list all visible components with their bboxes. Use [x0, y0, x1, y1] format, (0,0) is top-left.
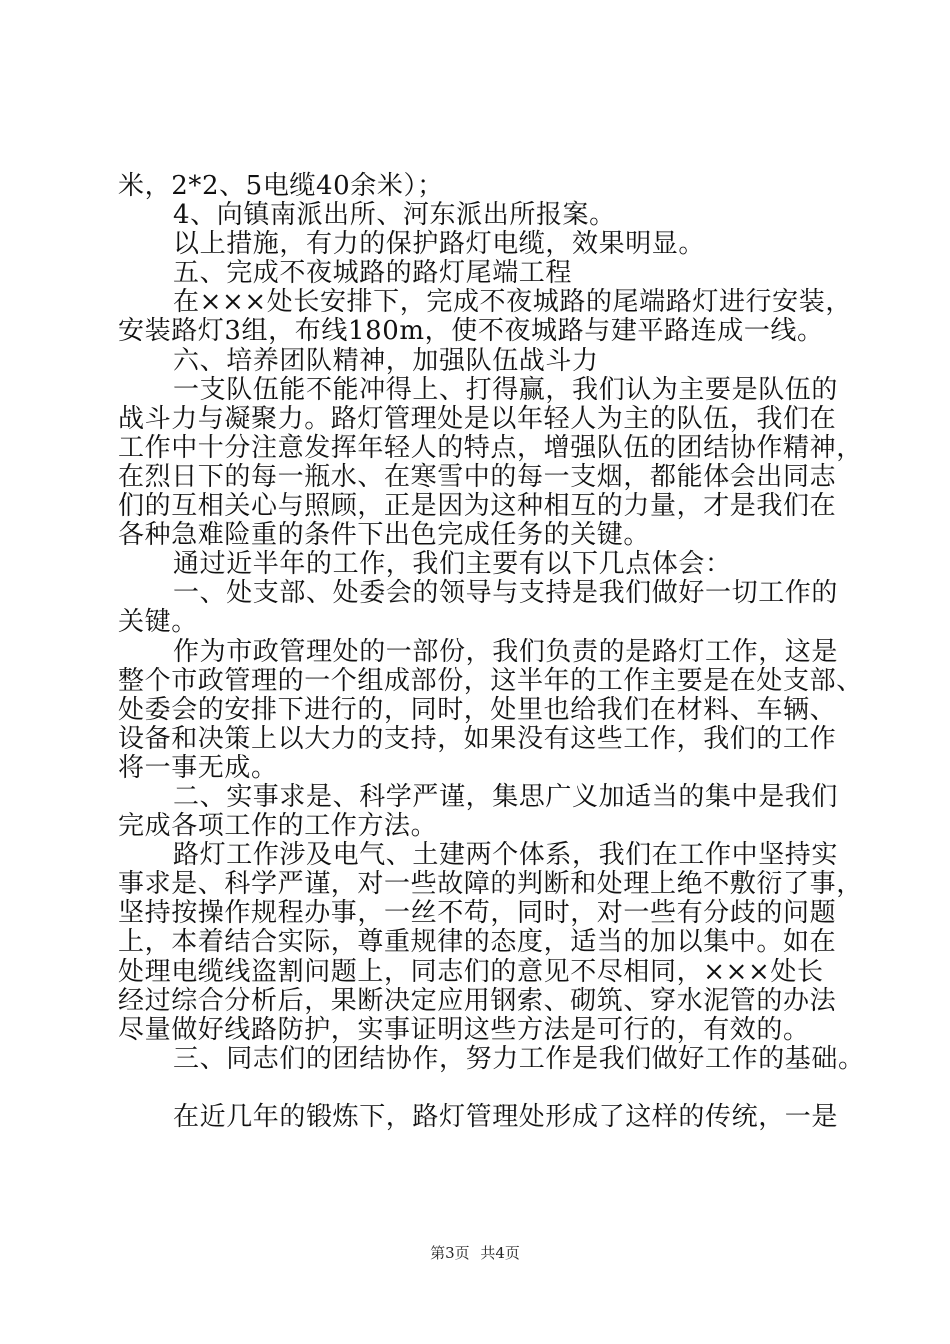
page-number: 第3页	[430, 1244, 470, 1262]
text-line: 尽量做好线路防护，实事证明这些方法是可行的，有效的。	[118, 1014, 810, 1045]
section-heading: 五、完成不夜城路的路灯尾端工程	[173, 258, 573, 289]
page-footer	[0, 1242, 950, 1263]
text-line: 二、实事求是、科学严谨，集思广义加适当的集中是我们	[173, 781, 839, 812]
text-line: 关键。	[118, 607, 198, 638]
text-line: 以上措施，有力的保护路灯电缆，效果明显。	[173, 229, 706, 260]
text-line: 4、向镇南派出所、河东派出所报案。	[173, 200, 616, 231]
text-line: 在近几年的锻炼下，路灯管理处形成了这样的传统，一是	[173, 1102, 839, 1132]
text-line: 们的互相关心与照顾，正是因为这种相互的力量，才是我们在	[118, 491, 837, 522]
text-line: 处委会的安排下进行的，同时，处里也给我们在材料、车辆、	[118, 694, 837, 725]
text-line: 设备和决策上以大力的支持，如果没有这些工作，我们的工作	[118, 723, 837, 754]
text-line: 工作中十分注意发挥年轻人的特点，增强队伍的团结协作精神，	[118, 432, 863, 463]
text-line: 路灯工作涉及电气、土建两个体系，我们在工作中坚持实	[173, 840, 839, 871]
text-line: 三、同志们的团结协作，努力工作是我们做好工作的基础。	[173, 1043, 865, 1074]
text-line: 将一事无成。	[118, 752, 278, 783]
text-line: 米，2*2、5电缆40余米）；	[118, 171, 444, 201]
text-line: 一、处支部、处委会的领导与支持是我们做好一切工作的	[173, 578, 839, 609]
text-line: 经过综合分析后，果断决定应用钢索、砌筑、穿水泥管的办法	[118, 985, 837, 1016]
section-heading: 六、培养团队精神，加强队伍战斗力	[173, 345, 599, 376]
text-line: 各种急难险重的条件下出色完成任务的关键。	[118, 520, 651, 551]
text-line: 安装路灯3组，布线180m，使不夜城路与建平路连成一线。	[118, 316, 824, 347]
text-line: 处理电缆线盗割问题上，同志们的意见不尽相同，×××处长	[118, 956, 824, 987]
text-line: 作为市政管理处的一部份，我们负责的是路灯工作，这是	[173, 636, 839, 667]
text-line: 在×××处长安排下，完成不夜城路的尾端路灯进行安装，	[173, 287, 852, 318]
text-line: 在烈日下的每一瓶水、在寒雪中的每一支烟，都能体会出同志	[118, 461, 837, 492]
text-line: 战斗力与凝聚力。路灯管理处是以年轻人为主的队伍，我们在	[118, 403, 837, 434]
text-line: 事求是、科学严谨，对一些故障的判断和处理上绝不敷衍了事，	[118, 869, 863, 900]
text-line: 整个市政管理的一个组成部份，这半年的工作主要是在处支部、	[118, 665, 863, 696]
text-line: 完成各项工作的工作方法。	[118, 811, 438, 842]
document-body	[118, 171, 865, 1132]
page-total: 共4页	[480, 1244, 520, 1262]
text-line: 上，本着结合实际，尊重规律的态度，适当的加以集中。如在	[118, 927, 837, 958]
text-line: 通过近半年的工作，我们主要有以下几点体会：	[173, 549, 732, 580]
text-line: 一支队伍能不能冲得上、打得赢，我们认为主要是队伍的	[173, 374, 839, 405]
paragraph-gap	[118, 1074, 834, 1103]
text-line: 坚持按操作规程办事，一丝不苟，同时，对一些有分歧的问题	[118, 898, 837, 929]
